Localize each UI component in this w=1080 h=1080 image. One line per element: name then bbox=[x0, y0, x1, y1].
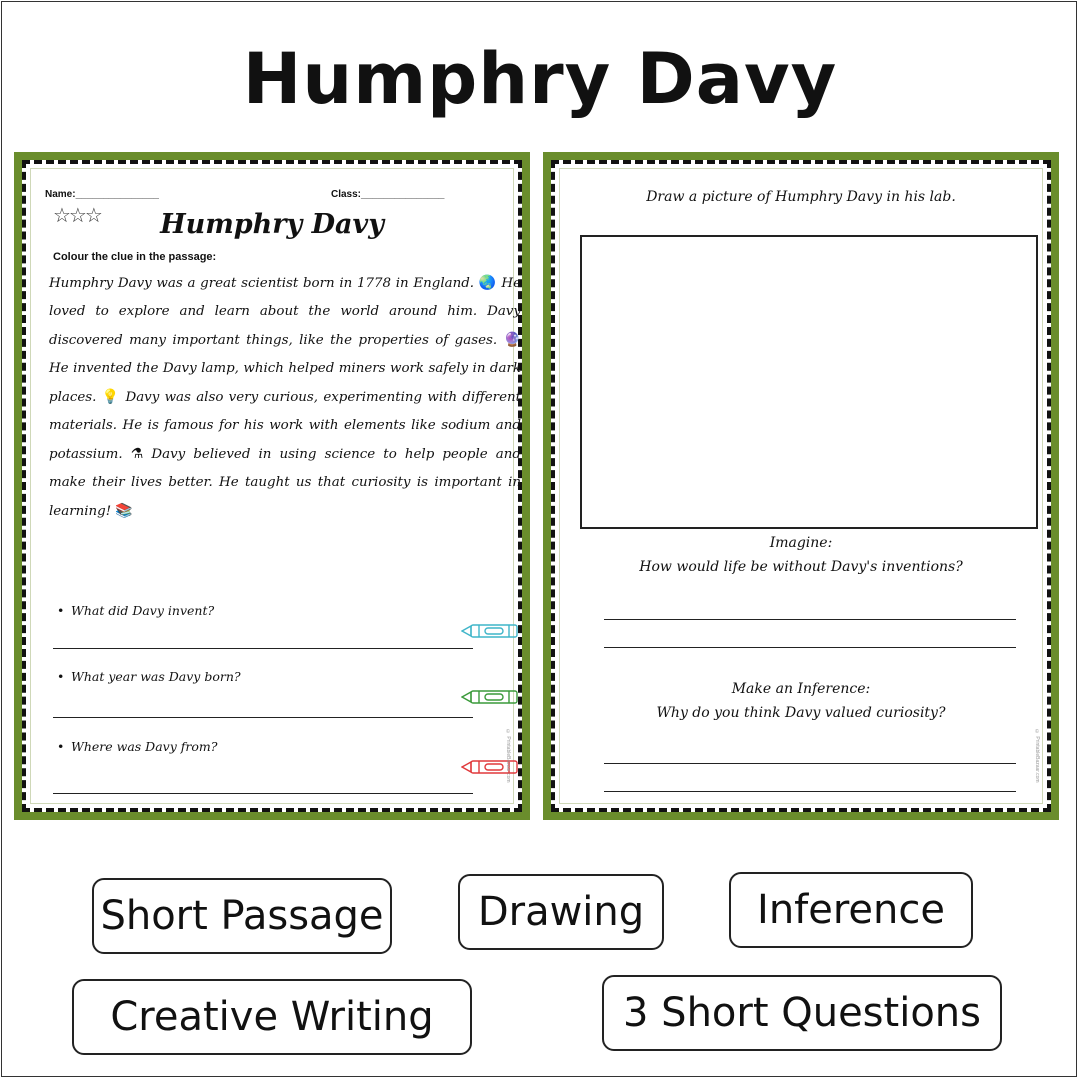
bullet-icon: • bbox=[57, 669, 65, 684]
tag-short-passage: Short Passage bbox=[92, 878, 392, 954]
question-item bbox=[57, 603, 214, 618]
worksheet-passage-page bbox=[14, 152, 530, 820]
question-item bbox=[57, 739, 217, 754]
question-text: Where was Davy from? bbox=[71, 739, 218, 754]
bullet-icon: • bbox=[57, 603, 65, 618]
answer-line[interactable] bbox=[53, 648, 473, 649]
globe-icon: 🌏 bbox=[478, 275, 497, 291]
writing-line[interactable] bbox=[604, 791, 1016, 792]
tag-3-short-questions: 3 Short Questions bbox=[602, 975, 1002, 1051]
inference-question: Why do you think Davy valued curiosity? bbox=[656, 705, 946, 721]
passage-sentence: Davy was also very curious, experimenting with different materials. He is famous for his work with elements like sodium and potassium. bbox=[49, 390, 521, 462]
tag-inference: Inference bbox=[729, 872, 973, 948]
passage-sentence: He invented the Davy lamp, which helped miners work safely in dark places. bbox=[49, 361, 521, 405]
green-crayon-icon bbox=[461, 689, 519, 705]
page-content bbox=[559, 168, 1043, 804]
question-text: What did Davy invent? bbox=[71, 603, 215, 618]
class-field[interactable]: Class:_______________ bbox=[331, 189, 445, 200]
writing-line[interactable] bbox=[604, 763, 1016, 764]
reading-passage bbox=[49, 269, 521, 526]
watermark: © PrintableBazaar.com bbox=[1034, 729, 1040, 783]
drawing-prompt: Draw a picture of Humphry Davy in his lab. bbox=[646, 189, 956, 205]
page-dashed-border bbox=[551, 160, 1051, 812]
instruction-text: Colour the clue in the passage: bbox=[53, 251, 217, 263]
drawing-box[interactable] bbox=[580, 235, 1038, 529]
blue-crayon-icon bbox=[461, 623, 519, 639]
imagine-question: How would life be without Davy's inventions? bbox=[639, 559, 963, 575]
imagine-label: Imagine: bbox=[769, 535, 833, 551]
tag-creative-writing: Creative Writing bbox=[72, 979, 472, 1055]
alembic-icon: ⚗ bbox=[130, 446, 144, 462]
watermark: © PrintableBazaar.com bbox=[505, 729, 511, 783]
worksheet-activity-page bbox=[543, 152, 1059, 820]
rating-stars-icon: ☆☆☆ bbox=[53, 205, 101, 227]
books-icon: 📚 bbox=[115, 503, 133, 519]
passage-sentence: Humphry Davy was a great scientist born in 1778 in England. bbox=[49, 276, 475, 291]
answer-line[interactable] bbox=[53, 793, 473, 794]
main-title: Humphry Davy bbox=[242, 38, 838, 120]
worksheet-title: Humphry Davy bbox=[160, 209, 384, 240]
passage-sentence: Davy believed in using science to help people and make their lives better. He taught us that curiosity is important in learning! bbox=[49, 447, 521, 519]
writing-line[interactable] bbox=[604, 619, 1016, 620]
tag-drawing: Drawing bbox=[458, 874, 664, 950]
crystal-ball-icon: 🔮 bbox=[503, 332, 521, 348]
passage-sentence: He loved to explore and learn about the world around him. Davy discovered many important things, like the properties of gases. bbox=[49, 276, 521, 348]
inference-label: Make an Inference: bbox=[731, 681, 871, 697]
light-bulb-icon: 💡 bbox=[101, 389, 121, 405]
writing-line[interactable] bbox=[604, 647, 1016, 648]
answer-line[interactable] bbox=[53, 717, 473, 718]
page-content bbox=[30, 168, 521, 804]
name-field[interactable]: Name:_______________ bbox=[45, 189, 159, 200]
bullet-icon: • bbox=[57, 739, 65, 754]
page-dashed-border bbox=[22, 160, 522, 812]
question-text: What year was Davy born? bbox=[71, 669, 241, 684]
question-item bbox=[57, 669, 241, 684]
